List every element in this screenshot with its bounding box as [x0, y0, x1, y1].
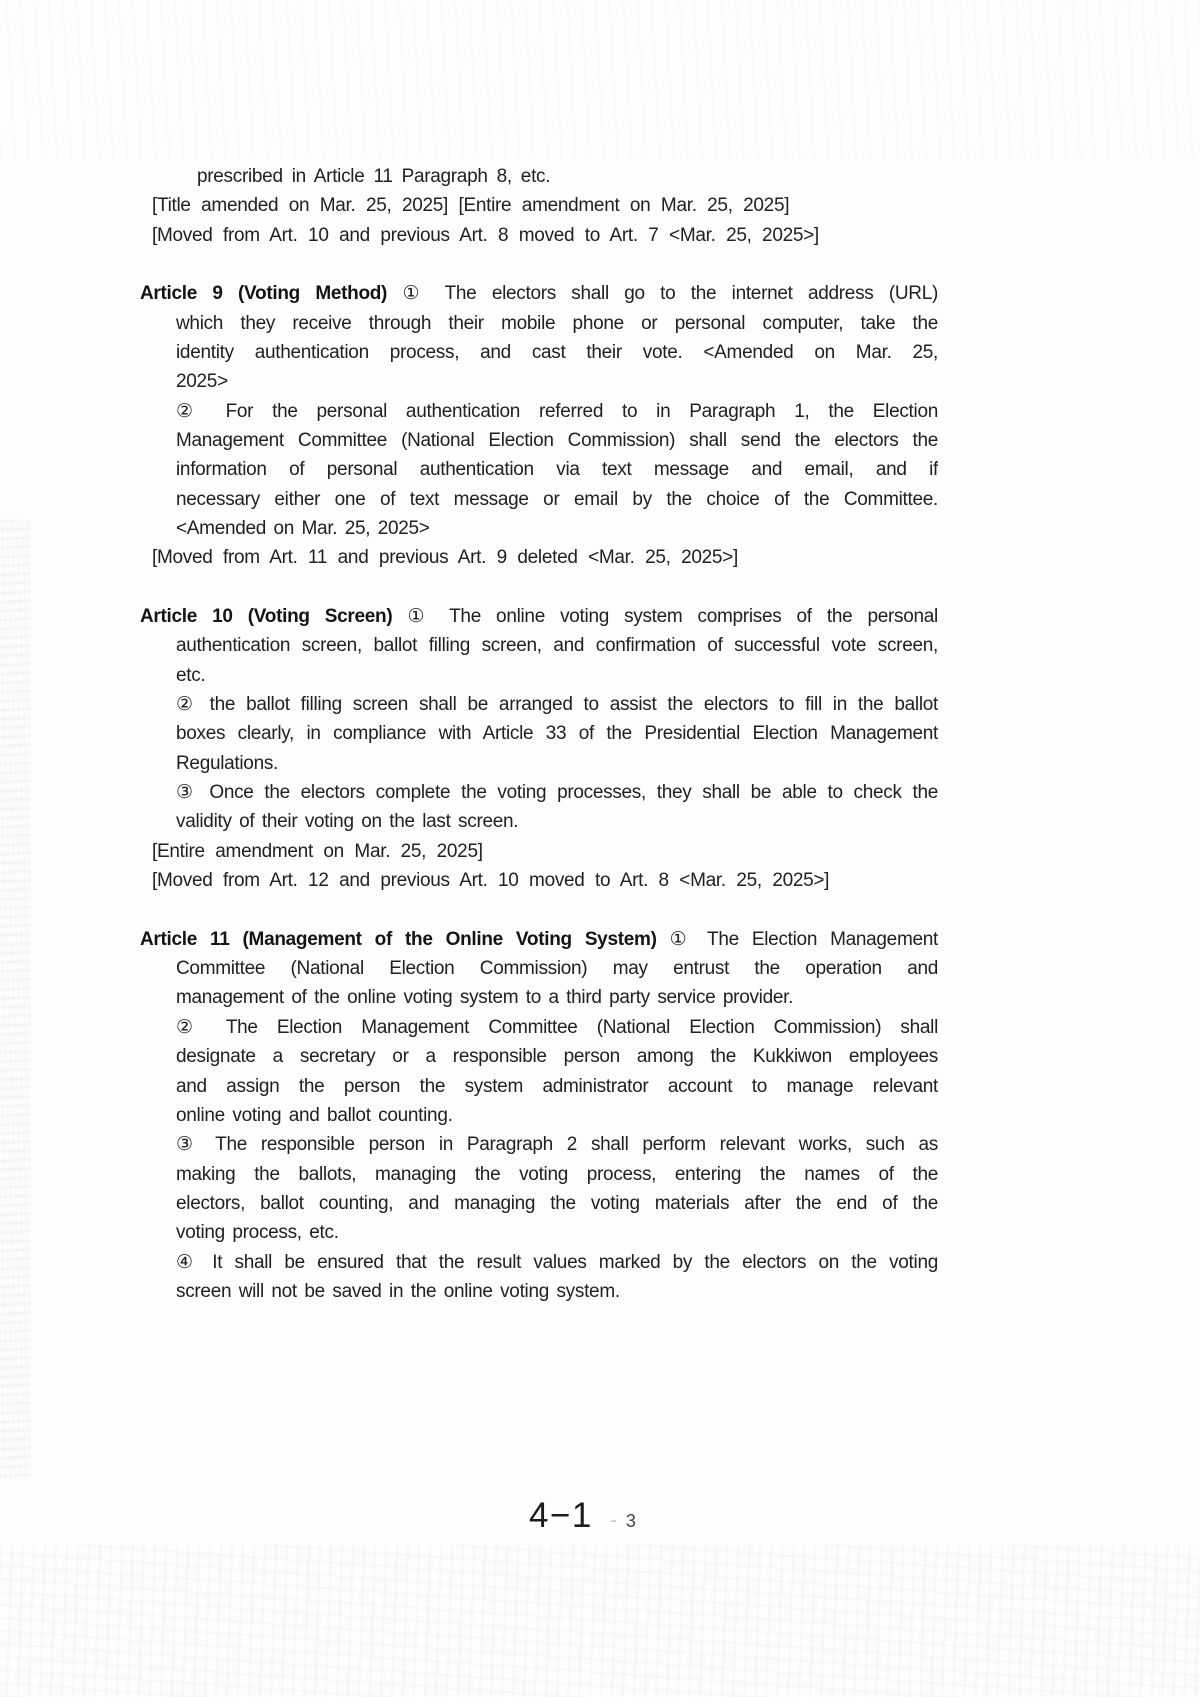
article-11-p1-intro: ① The Election Management [669, 928, 938, 950]
article-10-title: Article 10 (Voting Screen) [140, 606, 393, 628]
doc-line: which they receive through their mobile phone or personal computer, take the [176, 312, 938, 334]
doc-line: ② For the personal authentication referred to in Paragraph 1, the Election [176, 400, 938, 422]
doc-line-continuation: prescribed in Article 11 Paragraph 8, etc. [197, 166, 551, 187]
article-9-p1-intro: ① The electors shall go to the internet address (URL) [402, 283, 938, 305]
doc-line: <Amended on Mar. 25, 2025> [176, 518, 430, 540]
doc-line: necessary either one of text message or email by the choice of the Committee. [176, 488, 938, 510]
doc-line: validity of their voting on the last screen. [176, 811, 519, 833]
doc-line [140, 925, 938, 954]
document-body [140, 162, 938, 1306]
doc-line: electors, ballot counting, and managing the voting materials after the end of the [176, 1192, 938, 1214]
doc-line: ② the ballot filling screen shall be arranged to assist the electors to fill in the ballot [176, 694, 938, 716]
doc-line [140, 602, 938, 631]
doc-line: ② The Election Management Committee (National Election Commission) shall [176, 1016, 938, 1038]
article-11-title: Article 11 (Management of the Online Voting System) [140, 928, 657, 950]
article-9-title: Article 9 (Voting Method) [140, 283, 388, 305]
doc-line: online voting and ballot counting. [176, 1104, 453, 1126]
page-footer [529, 1496, 636, 1536]
doc-line: 2025> [176, 371, 228, 393]
doc-line: ③ Once the electors complete the voting processes, they shall be able to check the [176, 782, 938, 804]
doc-line: and assign the person the system administrator account to manage relevant [176, 1075, 938, 1097]
scan-noise-bottom [0, 1545, 1200, 1697]
doc-line: management of the online voting system to a third party service provider. [176, 987, 794, 1009]
doc-amendment-note: [Moved from Art. 10 and previous Art. 8 moved to Art. 7 <Mar. 25, 2025>] [152, 224, 819, 246]
page-separator-dash: - [609, 1509, 617, 1532]
article-10-p1-intro: ① The online voting system comprises of the personal [407, 606, 938, 628]
doc-amendment-note: [Moved from Art. 11 and previous Art. 9 deleted <Mar. 25, 2025>] [152, 547, 738, 569]
doc-line: boxes clearly, in compliance with Article 33 of the Presidential Election Management [176, 723, 938, 745]
doc-line: authentication screen, ballot filling screen, and confirmation of successful vote screen, [176, 635, 938, 657]
doc-line: information of personal authentication via text message and email, and if [176, 459, 938, 481]
doc-amendment-note: [Title amended on Mar. 25, 2025] [Entire amendment on Mar. 25, 2025] [152, 195, 790, 217]
page-group-number: 4−1 [529, 1496, 593, 1535]
doc-line: etc. [176, 664, 206, 686]
doc-line [140, 279, 938, 308]
doc-line: ④ It shall be ensured that the result values marked by the electors on the voting [176, 1251, 938, 1273]
doc-line: making the ballots, managing the voting process, entering the names of the [176, 1163, 938, 1185]
doc-line: Committee (National Election Commission) may entrust the operation and [176, 958, 938, 980]
doc-line: designate a secretary or a responsible person among the Kukkiwon employees [176, 1046, 938, 1068]
doc-amendment-note: [Entire amendment on Mar. 25, 2025] [152, 840, 483, 862]
doc-line: ③ The responsible person in Paragraph 2 shall perform relevant works, such as [176, 1134, 938, 1156]
doc-line: Management Committee (National Election Commission) shall send the electors the [176, 430, 938, 452]
doc-line: voting process, etc. [176, 1222, 339, 1244]
doc-line: Regulations. [176, 752, 279, 774]
doc-line: screen will not be saved in the online voting system. [176, 1280, 620, 1302]
scan-noise-left-edge [0, 520, 30, 1480]
scan-noise-top [0, 0, 1200, 160]
doc-amendment-note: [Moved from Art. 12 and previous Art. 10 moved to Art. 8 <Mar. 25, 2025>] [152, 870, 830, 892]
doc-line: identity authentication process, and cast their vote. <Amended on Mar. 25, [176, 342, 938, 364]
page-number: 3 [625, 1511, 636, 1531]
